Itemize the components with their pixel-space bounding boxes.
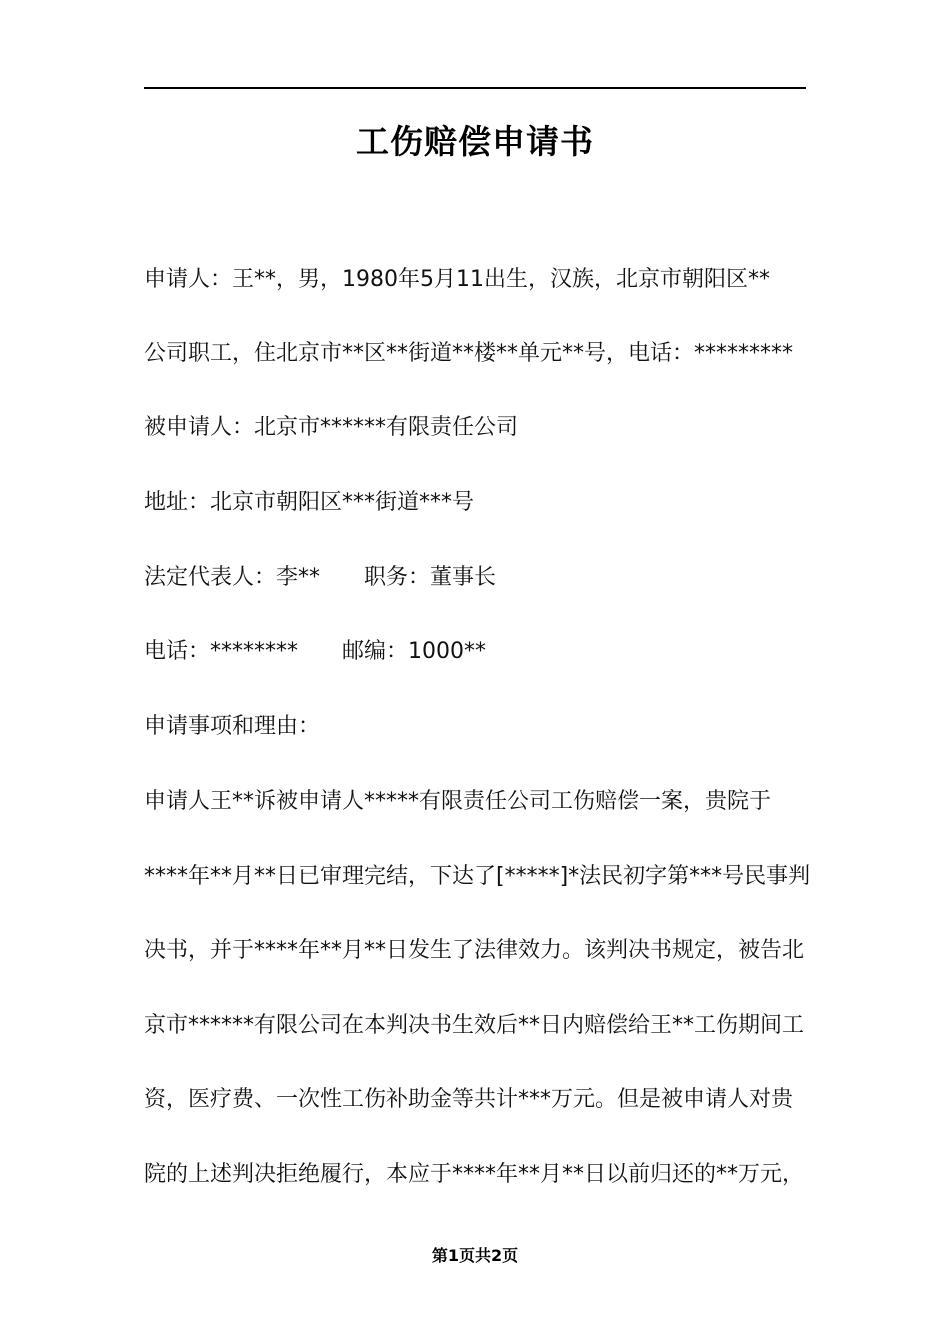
body-line: 申请人王**诉被申请人*****有限责任公司工伤赔偿一案，贵院于 (144, 789, 772, 814)
contact-row (144, 635, 814, 669)
position-label: 职务：董事长 (364, 565, 497, 590)
body-line: 决书，并于****年**月**日发生了法律效力。该判决书规定，被告北 (144, 938, 805, 963)
document-title: 工伤赔偿申请书 (356, 122, 594, 161)
applicant-line-1: 申请人：王**，男，1980年5月11出生，汉族，北京市朝阳区** (144, 267, 770, 292)
legal-rep-row (144, 561, 814, 595)
postcode-label: 邮编：1000** (342, 639, 487, 664)
phone-label: 电话：******** (144, 639, 299, 664)
body-line: ****年**月**日已审理完结，下达了[*****]*法民初字第***号民事判 (144, 864, 811, 889)
header-rule (144, 87, 806, 89)
body-line: 京市******有限公司在本判决书生效后**日内赔偿给王**工伤期间工 (144, 1013, 805, 1038)
legal-rep-label: 法定代表人：李** (144, 565, 321, 590)
page-indicator: 第1页共2页 (431, 1246, 519, 1265)
body-line: 资，医疗费、一次性工伤补助金等共计***万元。但是被申请人对贵 (144, 1087, 794, 1112)
body-line: 院的上述判决拒绝履行，本应于****年**月**日以前归还的**万元， (144, 1162, 805, 1187)
applicant-line-2: 公司职工，住北京市**区**街道**楼**单元**号，电话：********* (144, 341, 794, 366)
address-line: 地址：北京市朝阳区***街道***号 (144, 490, 475, 515)
matters-heading: 申请事项和理由： (144, 714, 321, 739)
respondent-line: 被申请人：北京市******有限责任公司 (144, 415, 519, 440)
